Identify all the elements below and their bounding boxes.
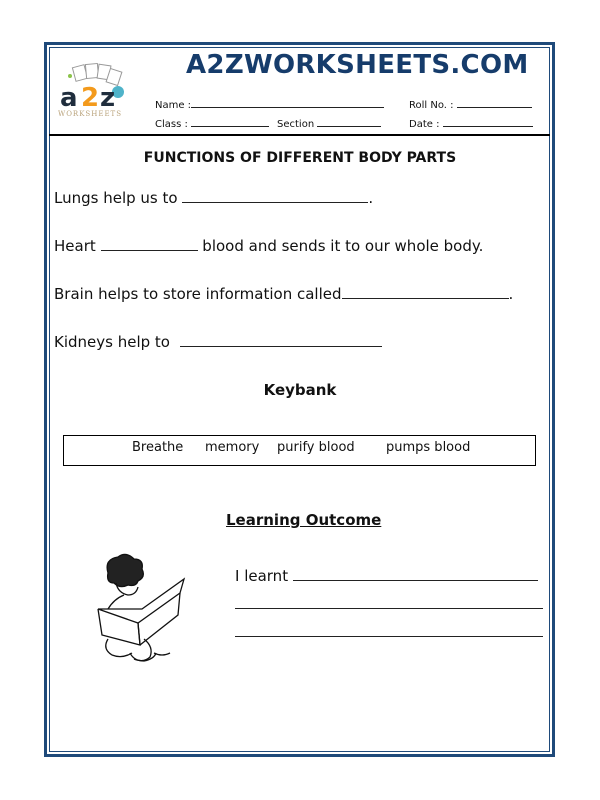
learnt-blank-3[interactable] (235, 622, 543, 637)
question-3-blank[interactable] (342, 284, 509, 299)
name-input-line[interactable] (191, 98, 384, 108)
date-label: Date : (409, 119, 440, 130)
keybank-title: Keybank (263, 381, 337, 399)
class-input-line[interactable] (191, 117, 269, 127)
worksheet-title: FUNCTIONS OF DIFFERENT BODY PARTS (143, 150, 457, 166)
question-1-blank[interactable] (182, 188, 368, 203)
roll-no-input-line[interactable] (457, 98, 532, 108)
section-input-line[interactable] (317, 117, 381, 127)
question-3: Brain helps to store information called . (54, 285, 514, 303)
question-1: Lungs help us to . (54, 189, 374, 207)
keybank-word: pumps blood (386, 440, 471, 455)
child-reading-book-icon (94, 553, 190, 667)
learnt-blank-1[interactable] (293, 566, 538, 581)
name-field[interactable] (155, 98, 384, 111)
a2z-logo-icon (56, 62, 134, 120)
learnt-blank-2[interactable] (235, 594, 543, 609)
class-field[interactable] (155, 117, 269, 130)
section-field[interactable] (277, 117, 381, 130)
header-divider (49, 134, 550, 136)
svg-text:z: z (100, 83, 116, 113)
svg-text:a: a (60, 83, 78, 113)
section-label: Section (277, 119, 315, 130)
date-field[interactable] (409, 117, 533, 130)
question-3-text: Brain helps to store information called (54, 285, 342, 303)
svg-text:WORKSHEETS: WORKSHEETS (58, 110, 123, 118)
roll-no-field[interactable] (409, 98, 532, 111)
question-4-blank[interactable] (180, 332, 382, 347)
roll-no-label: Roll No. : (409, 100, 454, 111)
site-title: A2ZWORKSHEETS.COM (186, 50, 529, 80)
learnt-prompt: I learnt (235, 567, 293, 585)
question-2-text: Heart (54, 237, 101, 255)
keybank-word: memory (205, 440, 260, 455)
keybank-word: Breathe (132, 440, 184, 455)
keybank-word: purify blood (277, 440, 355, 455)
name-label: Name : (155, 100, 192, 111)
question-4-text: Kidneys help to (54, 333, 180, 351)
question-1-text: Lungs help us to (54, 189, 183, 207)
learning-outcome-title: Learning Outcome (226, 511, 382, 529)
svg-text:2: 2 (81, 83, 100, 113)
question-2-blank[interactable] (101, 236, 198, 251)
question-2: Heart blood and sends it to our whole body. (54, 237, 484, 255)
learnt-line-3[interactable] (235, 622, 543, 641)
class-label: Class : (155, 119, 188, 130)
question-4 (54, 332, 382, 351)
date-input-line[interactable] (443, 117, 533, 127)
learnt-line-1 (235, 566, 538, 585)
learnt-line-2[interactable] (235, 594, 543, 613)
